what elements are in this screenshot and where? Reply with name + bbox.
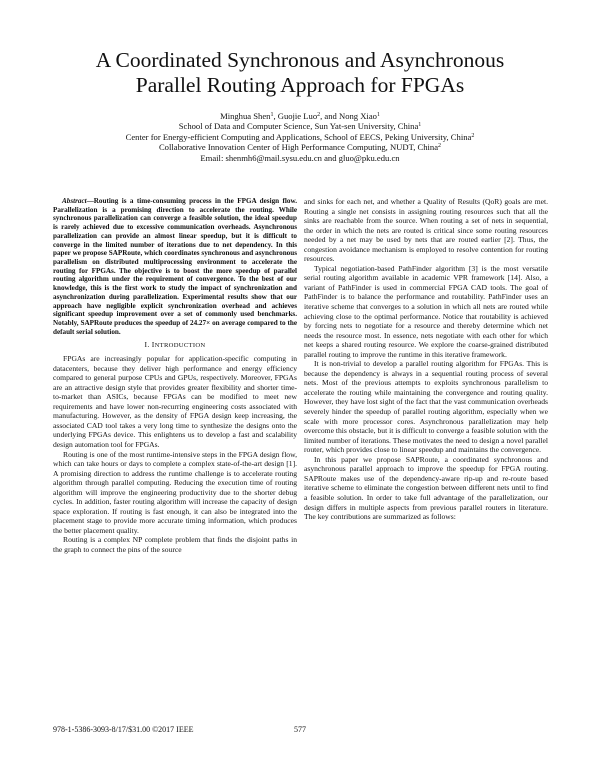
email-line: Email: shenmh6@mail.sysu.edu.cn and gluo@pku.edu.cn: [200, 152, 400, 163]
author-block: [0, 111, 600, 163]
author-affiliation-mark: 2: [317, 112, 321, 118]
author-separator: ,: [273, 111, 278, 121]
author-affiliation-mark: 1: [376, 112, 380, 118]
paragraph: Typical negotiation-based PathFinder algorithm [3] is the most versatile serial routing algorithm available in academic VPR framework [14]. Also, a variant of PathFinder is used in commercial FPGA CAD tools. The goal of PathFinder is to balance the performance and routability. PathFinder uses an iterative scheme that converges to a solution in which all nets are routed while achieving close to the optimal performance. Notice that routability is achieved by forcing nets to negotiate for a resource and thereby determine which net needs the resource most. In essence, nets negotiate with each other for which net keeps a shared routing resource. We explore the coarse-grained distributed parallel routing to improve the runtime in this iterative framework.: [304, 263, 548, 359]
affiliation-line: [0, 132, 600, 142]
affiliation-line: [0, 142, 600, 152]
paragraph: In this paper we propose SAPRoute, a coordinated synchronous and asynchronous parallel approach to improve the speedup for FPGA routing. SAPRoute makes use of the dependency-aware rip-up and re-route based iterative scheme to eliminate the congestion between different nets until to find a feasible solution. In order to take full advantage of the parallelization, our design differs in multiple aspects from previous parallel routers in literature. The key contributions are summarized as follows:: [304, 454, 548, 522]
paragraph: Routing is a complex NP complete problem that finds the disjoint paths in the graph to connect the pins of the source: [53, 535, 297, 554]
abstract-lead: Abstract: [62, 197, 87, 205]
section-heading-introduction: [53, 340, 297, 351]
author-affiliation-mark: 1: [270, 112, 274, 118]
paragraph: and sinks for each net, and whether a Quality of Results (QoR) goals are met. Routing a single net consists in assigning routing resources such that all the sinks are reachable from the source. When routing a set of nets in sequential, the order in which the nets are routed is critical since some routing resources needed by a net may be used by nets that are routed earlier [2]. Thus, the congestion avoidance mechanism is employed to resolve contention for routing resources.: [304, 197, 548, 264]
author-name: Guojie Luo: [277, 111, 318, 121]
affiliation-mark: 2: [471, 132, 475, 139]
paragraph: It is non-trivial to develop a parallel routing algorithm for FPGAs. This is because the dependency is always in a sequential routing process of several nets. Most of the previous attempts to exploits synchronous parallelism to accelerate the routing while maintaining the convergence and routing quality. However, they have lost sight of the fact that the vast communication overheads severely hinder the speedup of parallel routing algorithm, especially when we scale with more processor cores. Asynchronous parallelization may help overcome this obstacle, but it is difficult to converge a feasible solution with the limited number of iterations. These motivates the need to design a novel parallel router, which provides close to linear speedup and maintains the convergence.: [304, 359, 548, 455]
section-title-rest: NTRODUCTION: [154, 341, 206, 349]
copyright-footer: 978-1-5386-3093-8/17/$31.00 ©2017 IEEE: [53, 725, 194, 734]
paper-title: [0, 48, 600, 98]
affiliation-line: [0, 121, 600, 131]
section-numeral: I.: [144, 339, 152, 349]
left-column: [53, 197, 297, 555]
author-name: Nong Xiao: [338, 111, 377, 121]
affiliation-mark: 1: [418, 122, 422, 129]
section-title-first: I: [151, 339, 155, 349]
author-name: Minghua Shen: [220, 111, 271, 121]
title-line-1: A Coordinated Synchronous and Asynchronous: [95, 48, 505, 72]
abstract: [53, 197, 297, 337]
author-names: [0, 111, 600, 121]
affiliation-text: School of Data and Computer Science, Sun Yat-sen University, China: [178, 121, 419, 132]
right-column: [304, 197, 548, 522]
affiliation-mark: 2: [438, 143, 442, 150]
abstract-text: —Routing is a time-consuming process in the FPGA design flow. Parallelization is a promising direction to accelerate the routing. While synchronous parallelization can converge a feasible solution, the ideal speedup is rarely achieved due to excessive communication overheads. Asynchronous parallelization can provide an almost linear speedup, but it is difficult to converge in the limited number of iterations due to net dependency. In this paper we propose SAPRoute, which coordinates synchronous and asynchronous parallelism on distributed multiprocessing environment to accelerate the routing for FPGAs. The objective is to boost the more speedup of parallel routing algorithm under the requirement of convergence. To the best of our knowledge, this is the first work to study the impact of synchronization and asynchronization during parallelization. Experimental results show that our approach have negligible explicit synchronization overhead and achieves significant speedup improvement over a set of commonly used benchmarks. Notably, SAPRoute produces the speedup of 24.27× on average compared to the default serial solution.: [53, 197, 297, 336]
affiliation-text: Center for Energy-efficient Computing and Applications, School of EECS, Peking University, China: [125, 131, 472, 142]
affiliation-text: Collaborative Innovation Center of High Performance Computing, NUDT, China: [158, 142, 439, 153]
paragraph: FPGAs are increasingly popular for application-specific computing in datacenters, because they deliver high performance and energy efficiency compared to general purpose CPUs and GPUs, respectively. Moreover, FPGAs are an attractive design style that provides greater flexibility and shorter time-to-market than ASICs, because FPGAs can be modified to meet new requirements and have lower non-recurring engineering costs associated with manufacturing. However, as the density of FPGA design keep increasing, the associated CAD tool takes a very long time to synthesize the designs onto the underlying FPGAs device. This enlightens us to develop a fast and scalability design automation tool for FPGAs.: [53, 354, 297, 449]
title-line-2: Parallel Routing Approach for FPGAs: [135, 73, 465, 97]
paragraph: Routing is one of the most runtime-intensive steps in the FPGA design flow, which can take hours or days to complete a complex state-of-the-art design [1]. A promising direction to address the runtime challenge is to accelerate routing algorithm through parallel computing. Reducing the execution time of routing algorithm will improve the engineering productivity due to the shorter debug cycles. In addition, faster routing algorithm will increase the capacity of design space exploration. If routing is fast enough, it can also be integrated into the placement stage to provide more accurate timing information, which produces the better placement quality.: [53, 449, 297, 535]
page-number: 577: [294, 725, 306, 734]
author-separator: , and: [320, 111, 339, 121]
